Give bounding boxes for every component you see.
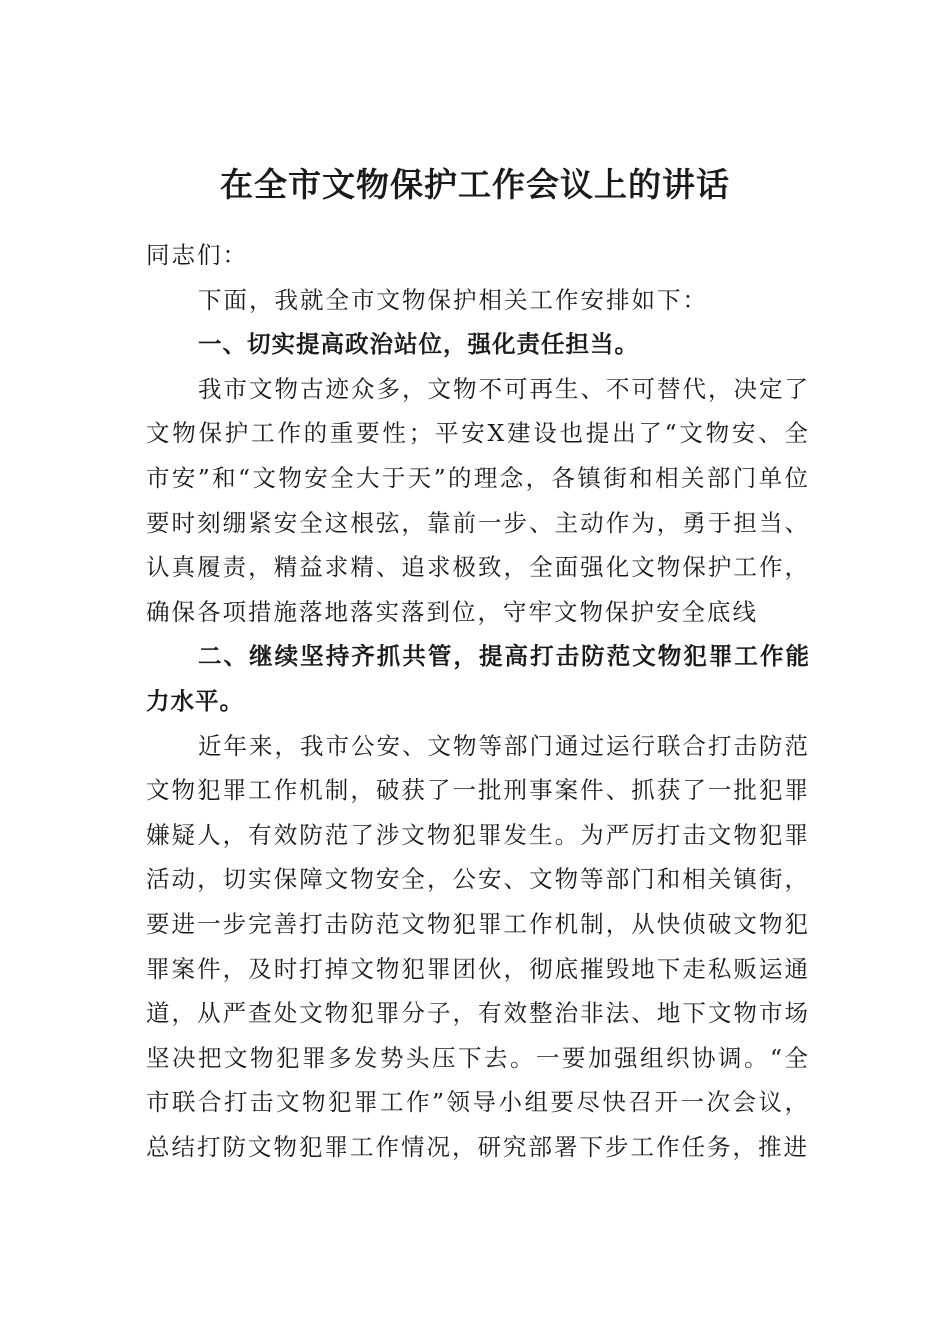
document-title: 在全市文物保护工作会议上的讲话 [220, 165, 730, 204]
section-2-paragraph: 近年来，我市公安、文物等部门通过运行联合打击防范文物犯罪工作机制，破获了一批刑事案件、抓获了一批犯罪嫌疑人，有效防范了涉文物犯罪发生。为严厉打击文物犯罪活动，切实保障文物安全，公安、文物等部门和相关镇街，要进一步完善打击防范文物犯罪工作机制，从快侦破文物犯罪案件，及时打掉文物犯罪团伙，彻底摧毁地下走私贩运通道，从严查处文物犯罪分子，有效整治非法、地下文物市场坚决把文物犯罪多发势头压下去。一要加强组织协调。“全市联合打击文物犯罪工作”领导小组要尽快召开一次会议，总结打防文物犯罪工作情况，研究部署下步工作任务，推进 [146, 731, 810, 1161]
section-1-heading: 一、切实提高政治站位，强化责任担当。 [198, 330, 639, 359]
intro-paragraph: 下面，我就全市文物保护相关工作安排如下： [198, 285, 708, 314]
document-body [146, 233, 810, 1169]
salutation: 同志们： [146, 241, 248, 269]
section-2-heading: 二、继续坚持齐抓共管，提高打击防范文物犯罪工作能力水平。 [146, 642, 810, 715]
section-1-paragraph: 我市文物古迹众多，文物不可再生、不可替代，决定了文物保护工作的重要性；平安X建设也提出了“文物安、全市安”和“文物安全大于天”的理念，各镇街和相关部门单位要时刻绷紧安全这根弦，靠前一步、主动作为，勇于担当、认真履责，精益求精、追求极致，全面强化文物保护工作，确保各项措施落地落实落到位，守牢文物保护安全底线 [146, 374, 810, 626]
